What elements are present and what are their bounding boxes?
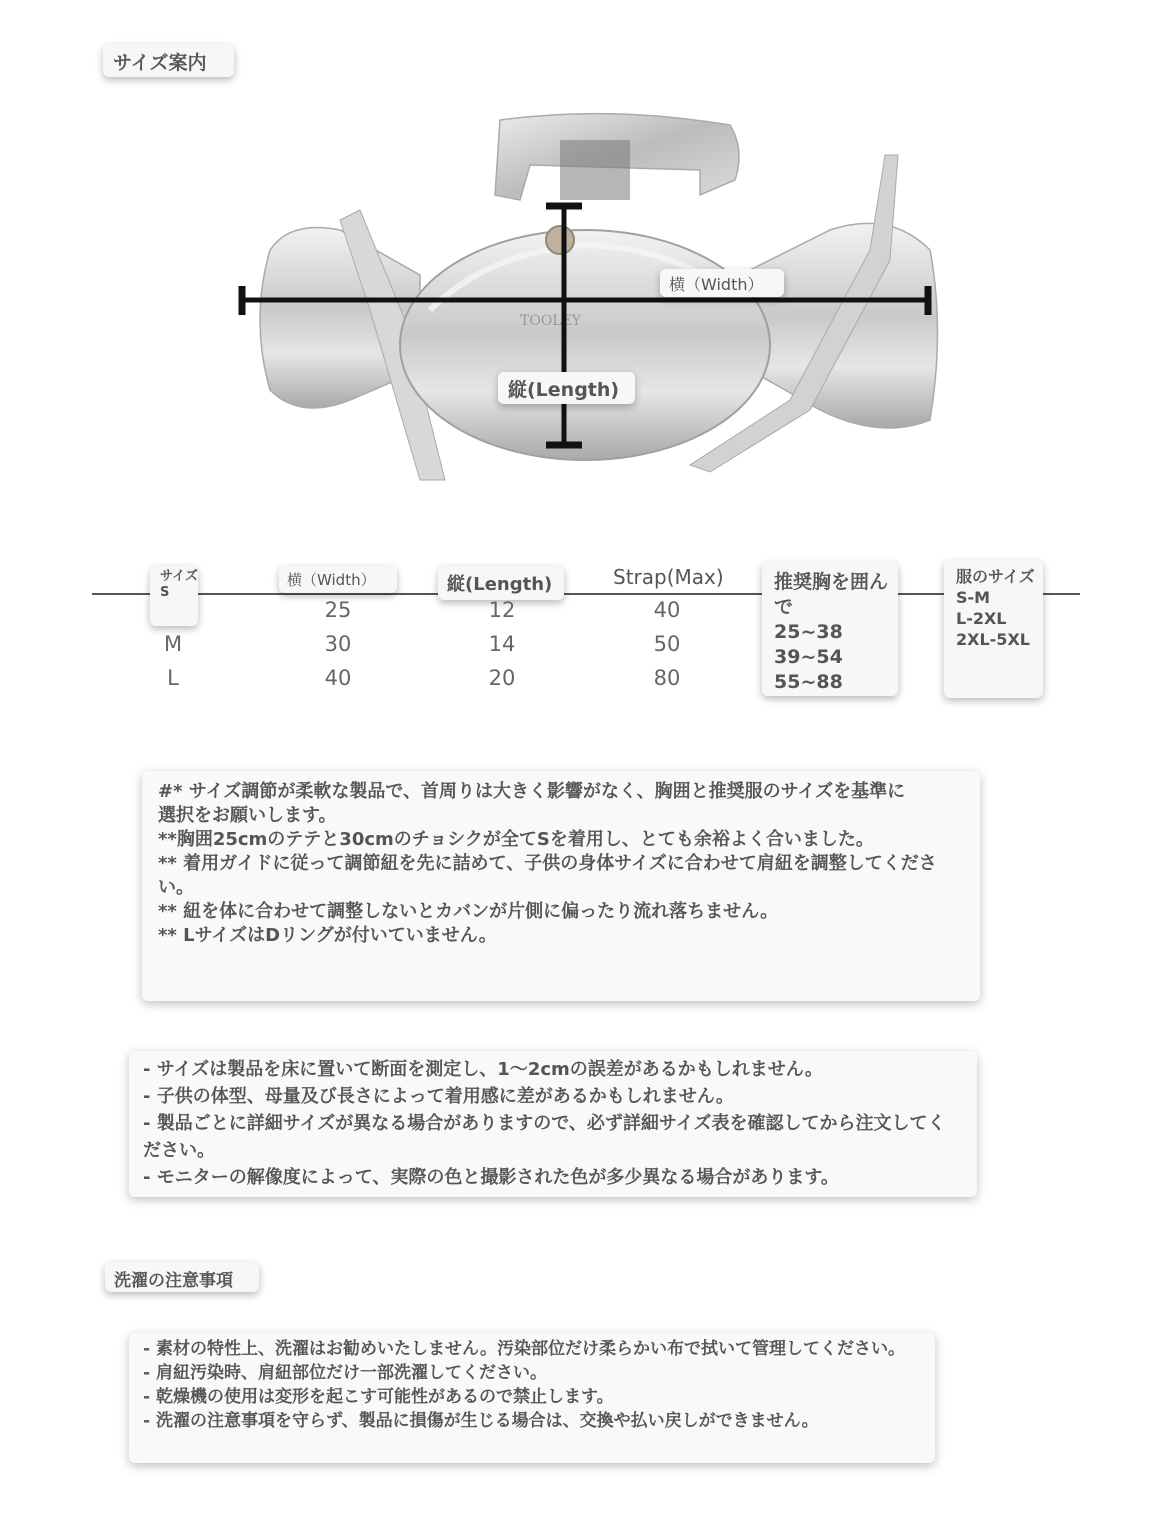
header-chest: 推奨胸を囲んで 25~38 39~54 55~88 <box>762 562 898 696</box>
cell-l-width: 40 <box>324 666 352 690</box>
product-image <box>230 100 950 500</box>
clothes-row-s: S-M <box>956 588 991 607</box>
cell-m-size: M <box>163 632 183 656</box>
size-disclaimer-note: - サイズは製品を床に置いて断面を測定し、1〜2cmの誤差があるかもしれません。 - 子供の体型、母量及び長さによって着用感に差があるかもしれません。 - 製品ごとに詳細サイズが異なる場合がありますので、必ず詳細サイズ表を確認してから注文してください。 - モニターの解像度によって、実際の色と撮影された色が多少異なる場合があります。 <box>129 1051 977 1197</box>
size-guide-title: サイズ案内 <box>103 44 234 77</box>
header-clothes: 服のサイズ S-M L-2XL 2XL-5XL <box>944 560 1043 698</box>
chest-row-l: 55~88 <box>774 671 843 693</box>
header-width: 横（Width） <box>279 566 397 593</box>
cell-l-size: L <box>167 666 179 690</box>
brand-mark: TOOLEY <box>520 313 582 329</box>
chest-row-m: 39~54 <box>774 646 843 668</box>
fit-note: #* サイズ調節が柔軟な製品で、首周りは大きく影響がなく、胸囲と推奨服のサイズを基準に 選択をお願いします。 **胸囲25cmのテテと30cmのチョシクが全てSを着用し、とても余裕よく合いました。 ** 着用ガイドに従って調節紐を先に詰めて、子供の身体サイズに合わせて肩紐を調整してください。 ** 紐を体に合わせて調整しないとカバンが片側に偏ったり流れ落ちません。 ** LサイズはDリングが付いていません。 <box>142 771 980 1001</box>
cell-m-width: 30 <box>324 632 352 656</box>
clothes-row-l: 2XL-5XL <box>956 630 1030 649</box>
clothes-row-m: L-2XL <box>956 609 1007 628</box>
washing-title: 洗濯の注意事項 <box>105 1262 259 1292</box>
cell-s-strap: 40 <box>653 598 681 622</box>
header-strap: Strap(Max) <box>613 565 724 589</box>
header-length: 縦(Length) <box>438 566 564 600</box>
cell-s-width: 25 <box>324 598 352 622</box>
table-divider <box>92 593 1080 595</box>
length-measure-label: 縦(Length) <box>498 372 635 404</box>
cell-s-length: 12 <box>488 598 516 622</box>
cell-m-strap: 50 <box>653 632 681 656</box>
cell-m-length: 14 <box>488 632 516 656</box>
width-measure-label: 横（Width） <box>660 269 784 297</box>
washing-note: - 素材の特性上、洗濯はお勧めいたしません。汚染部位だけ柔らかい布で拭いて管理してください。 - 肩紐汚染時、肩紐部位だけ一部洗濯してください。 - 乾燥機の使用は変形を起こす可能性があるので禁止します。 - 洗濯の注意事項を守らず、製品に損傷が生じる場合は、交換や払い戻しができません。 <box>129 1333 935 1463</box>
candy-bag-illustration <box>230 100 950 500</box>
cell-l-strap: 80 <box>653 666 681 690</box>
chest-row-s: 25~38 <box>774 621 843 643</box>
cell-l-length: 20 <box>488 666 516 690</box>
header-size: サイズS <box>150 566 198 626</box>
